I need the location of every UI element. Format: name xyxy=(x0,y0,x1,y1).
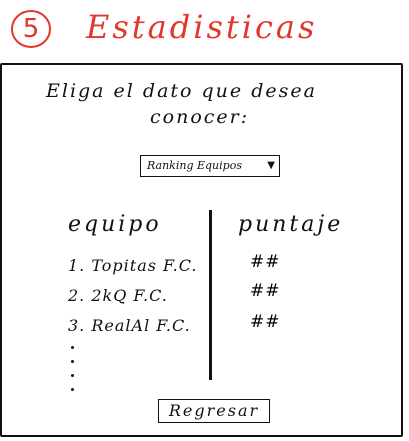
more-rows-ellipsis-dot xyxy=(71,374,74,377)
step-number: 5 xyxy=(22,14,40,44)
ranking-row-team: 3. RealAl F.C. xyxy=(68,316,191,335)
stat-type-dropdown[interactable] xyxy=(140,155,280,177)
more-rows-ellipsis-dot xyxy=(71,346,74,349)
more-rows-ellipsis-dot xyxy=(71,360,74,363)
back-button[interactable]: Regresar xyxy=(158,399,270,423)
ranking-row-team: 1. Topitas F.C. xyxy=(68,256,198,275)
stat-type-selected-value: Ranking Equipos xyxy=(147,159,242,172)
more-rows-ellipsis-dot xyxy=(71,388,74,391)
step-badge xyxy=(10,8,52,50)
instruction-text-line1: Eliga el dato que desea xyxy=(46,80,317,102)
instruction-text-line2: conocer: xyxy=(150,106,250,128)
column-header-score: puntaje xyxy=(238,212,344,237)
column-divider xyxy=(209,210,212,380)
ranking-row-score: ## xyxy=(250,252,281,272)
ranking-row-team: 2. 2kQ F.C. xyxy=(68,286,168,305)
page-title: Estadisticas xyxy=(86,8,318,46)
column-header-team: equipo xyxy=(68,212,162,237)
chevron-down-icon: ▼ xyxy=(267,160,275,171)
ranking-row-score: ## xyxy=(250,281,281,301)
ranking-row-score: ## xyxy=(250,312,281,332)
